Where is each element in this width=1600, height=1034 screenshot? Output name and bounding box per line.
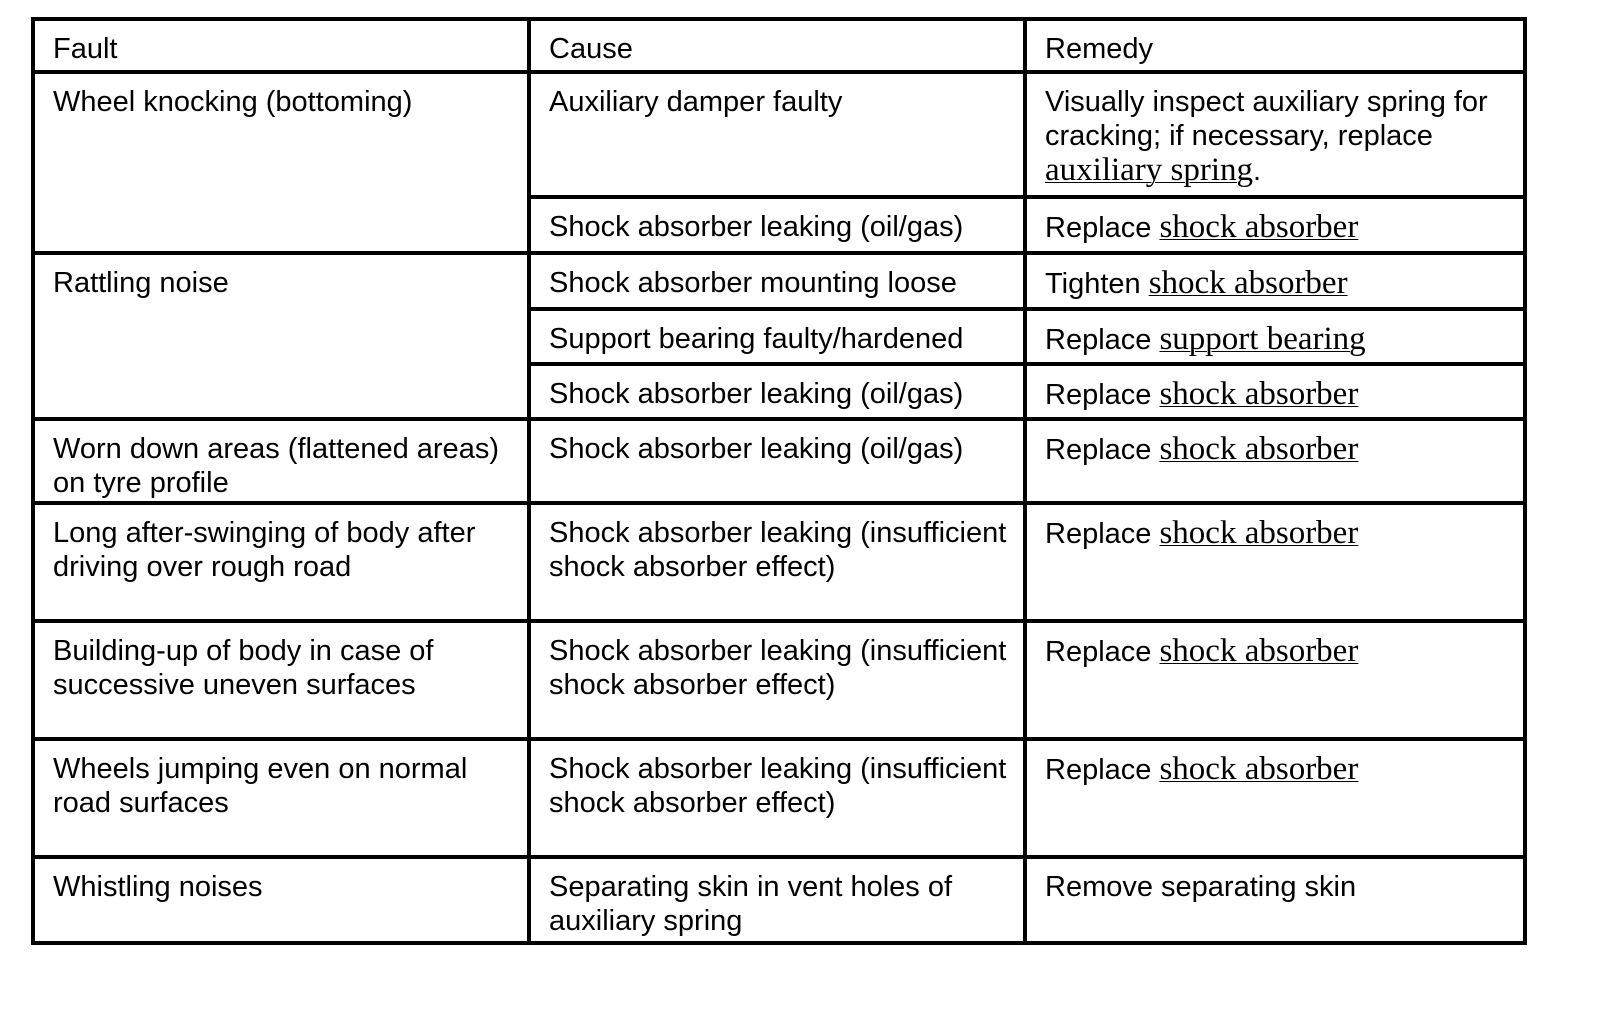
fault-cell: Building-up of body in case of successive uneven surfaces xyxy=(33,621,529,739)
table-row xyxy=(33,72,1525,197)
remedy-text: Replace xyxy=(1045,379,1160,411)
fault-cell: Wheels jumping even on normal road surfaces xyxy=(33,739,529,857)
fault-cell: Worn down areas (flattened areas) on tyre profile xyxy=(33,419,529,503)
remedy-cell xyxy=(1025,503,1525,621)
remedy-text: Replace xyxy=(1045,324,1160,356)
remedy-link[interactable]: auxiliary spring xyxy=(1045,152,1254,188)
table-row xyxy=(33,857,1525,943)
cause-cell: Shock absorber leaking (insufficient shock absorber effect) xyxy=(529,739,1025,857)
remedy-text: Replace xyxy=(1045,636,1160,668)
cause-cell: Support bearing faulty/hardened xyxy=(529,309,1025,364)
remedy-link[interactable]: shock absorber xyxy=(1159,431,1359,467)
remedy-cell xyxy=(1025,739,1525,857)
remedy-text: Tighten xyxy=(1045,268,1149,300)
cause-cell: Shock absorber leaking (insufficient shock absorber effect) xyxy=(529,503,1025,621)
remedy-link[interactable]: shock absorber xyxy=(1159,751,1359,787)
remedy-text: Remove separating skin xyxy=(1045,871,1357,903)
remedy-cell xyxy=(1025,253,1525,309)
fault-cell: Wheel knocking (bottoming) xyxy=(33,72,529,253)
remedy-cell xyxy=(1025,309,1525,364)
header-cause: Cause xyxy=(529,19,1025,72)
table-row xyxy=(33,253,1525,309)
cause-cell: Shock absorber leaking (oil/gas) xyxy=(529,364,1025,419)
fault-diagnosis-table xyxy=(31,17,1527,945)
remedy-link[interactable]: shock absorber xyxy=(1159,376,1359,412)
remedy-link[interactable]: support bearing xyxy=(1159,321,1366,357)
remedy-text: Visually inspect auxiliary spring for cracking; if necessary, replace xyxy=(1045,86,1488,152)
remedy-link[interactable]: shock absorber xyxy=(1148,265,1348,301)
remedy-cell xyxy=(1025,621,1525,739)
fault-cell: Long after-swinging of body after driving over rough road xyxy=(33,503,529,621)
header-remedy: Remedy xyxy=(1025,19,1525,72)
table-row xyxy=(33,503,1525,621)
cause-cell: Shock absorber leaking (oil/gas) xyxy=(529,197,1025,253)
table-row xyxy=(33,739,1525,857)
remedy-text: Replace xyxy=(1045,212,1160,244)
cause-cell: Shock absorber leaking (insufficient shock absorber effect) xyxy=(529,621,1025,739)
cause-cell: Shock absorber leaking (oil/gas) xyxy=(529,419,1025,503)
remedy-cell xyxy=(1025,419,1525,503)
cause-cell: Auxiliary damper faulty xyxy=(529,72,1025,197)
remedy-suffix: . xyxy=(1253,155,1262,187)
remedy-cell xyxy=(1025,197,1525,253)
remedy-cell xyxy=(1025,857,1525,943)
fault-cell: Rattling noise xyxy=(33,253,529,419)
header-fault: Fault xyxy=(33,19,529,72)
remedy-link[interactable]: shock absorber xyxy=(1159,515,1359,551)
table-row xyxy=(33,419,1525,503)
fault-cell: Whistling noises xyxy=(33,857,529,943)
remedy-link[interactable]: shock absorber xyxy=(1159,209,1359,245)
remedy-link[interactable]: shock absorber xyxy=(1159,633,1359,669)
remedy-cell xyxy=(1025,72,1525,197)
remedy-cell xyxy=(1025,364,1525,419)
cause-cell: Separating skin in vent holes of auxiliary spring xyxy=(529,857,1025,943)
remedy-text: Replace xyxy=(1045,518,1160,550)
remedy-text: Replace xyxy=(1045,434,1160,466)
table-row xyxy=(33,621,1525,739)
cause-cell: Shock absorber mounting loose xyxy=(529,253,1025,309)
header-row xyxy=(33,19,1525,72)
remedy-text: Replace xyxy=(1045,754,1160,786)
